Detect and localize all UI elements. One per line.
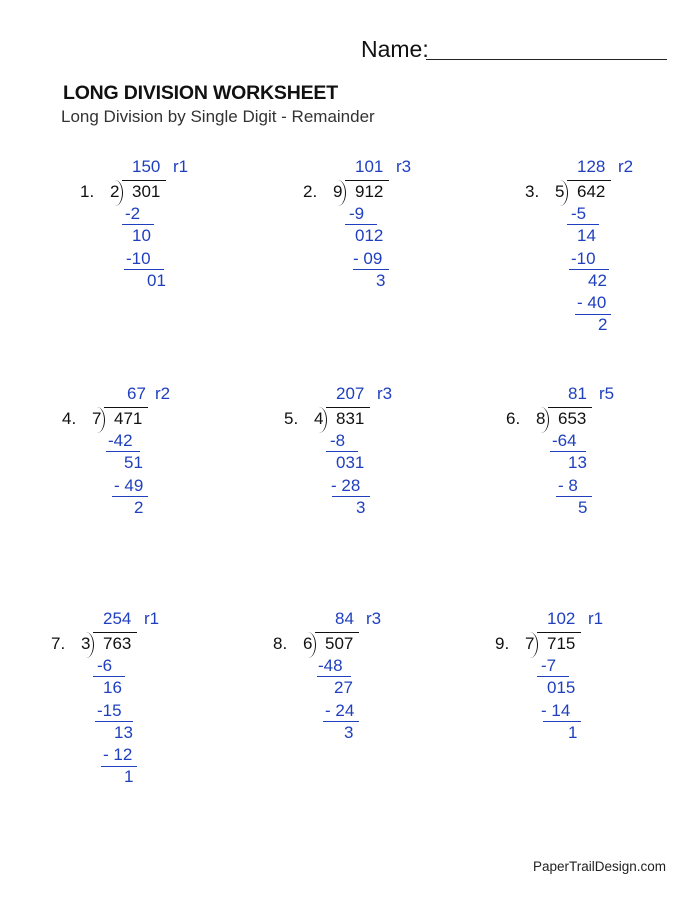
dividend: 642	[577, 182, 606, 201]
division-bracket	[86, 632, 94, 658]
step-result: 2	[598, 315, 608, 334]
subtraction-line	[112, 496, 148, 497]
step-subtract: -2	[125, 204, 141, 223]
remainder-label: r3	[377, 384, 393, 403]
subtraction-line	[543, 721, 581, 722]
quotient: 207	[336, 384, 365, 403]
subtraction-line	[567, 224, 599, 225]
subtraction-line	[345, 224, 377, 225]
divisor: 3	[81, 634, 91, 653]
problem-number: 5.	[284, 409, 299, 428]
problem-number: 6.	[506, 409, 521, 428]
subtraction-line	[124, 269, 164, 270]
problem-9	[495, 607, 604, 742]
remainder-label: r2	[155, 384, 171, 403]
dividend: 653	[558, 409, 587, 428]
name-blank-line[interactable]	[426, 59, 667, 60]
division-bracket	[115, 180, 123, 206]
division-bracket	[308, 632, 316, 658]
vinculum	[567, 180, 611, 181]
subtraction-line	[317, 676, 351, 677]
step-result: 16	[103, 678, 122, 697]
vinculum	[122, 180, 166, 181]
step-result: 42	[588, 271, 607, 290]
problem-7	[51, 607, 160, 786]
footer-credit: PaperTrailDesign.com	[532, 859, 666, 874]
quotient: 128	[577, 157, 606, 176]
problem-5	[284, 382, 393, 517]
problem-number: 1.	[80, 182, 95, 201]
vinculum	[93, 632, 137, 633]
divisor: 9	[333, 182, 343, 201]
step-subtract: -7	[541, 656, 557, 675]
subtraction-line	[95, 721, 133, 722]
divisor: 5	[555, 182, 565, 201]
step-result: 13	[568, 453, 587, 472]
subtraction-line	[122, 224, 154, 225]
step-subtract: - 12	[103, 745, 133, 764]
step-subtract: - 40	[577, 293, 607, 312]
subtraction-line	[106, 451, 140, 452]
problem-number: 7.	[51, 634, 66, 653]
step-result: 015	[547, 678, 576, 697]
step-subtract: -9	[349, 204, 365, 223]
step-result: 5	[578, 498, 588, 517]
step-subtract: -6	[97, 656, 113, 675]
step-result: 10	[132, 226, 151, 245]
dividend: 471	[114, 409, 143, 428]
step-result: 14	[577, 226, 596, 245]
step-result: 3	[356, 498, 366, 517]
remainder-label: r2	[618, 157, 634, 176]
divisor: 8	[536, 409, 546, 428]
problem-number: 2.	[303, 182, 318, 201]
problem-8	[273, 607, 382, 742]
step-subtract: - 28	[331, 476, 361, 495]
step-subtract: -8	[330, 431, 346, 450]
subtraction-line	[569, 269, 609, 270]
dividend: 831	[336, 409, 365, 428]
subtraction-line	[550, 451, 586, 452]
quotient: 81	[568, 384, 587, 403]
subtraction-line	[326, 451, 358, 452]
remainder-label: r1	[144, 609, 160, 628]
division-bracket	[338, 180, 346, 206]
name-label: Name:	[361, 36, 429, 62]
worksheet-title: LONG DIVISION WORKSHEET	[63, 82, 338, 104]
problem-number: 9.	[495, 634, 510, 653]
quotient: 102	[547, 609, 576, 628]
step-subtract: - 24	[325, 701, 355, 720]
step-result: 01	[147, 271, 166, 290]
subtraction-line	[323, 721, 359, 722]
division-bracket	[97, 407, 105, 433]
step-subtract: -48	[318, 656, 343, 675]
quotient: 254	[103, 609, 132, 628]
step-result: 51	[124, 453, 143, 472]
step-subtract: - 09	[353, 249, 383, 268]
vinculum	[345, 180, 389, 181]
step-result: 3	[344, 723, 354, 742]
step-subtract: - 49	[114, 476, 144, 495]
quotient: 150	[132, 157, 161, 176]
dividend: 912	[355, 182, 384, 201]
step-result: 012	[355, 226, 384, 245]
problem-number: 4.	[62, 409, 77, 428]
division-bracket	[560, 180, 568, 206]
step-subtract: -10	[571, 249, 596, 268]
step-result: 3	[376, 271, 386, 290]
subtraction-line	[537, 676, 569, 677]
dividend: 763	[103, 634, 132, 653]
division-bracket	[319, 407, 327, 433]
subtraction-line	[93, 676, 125, 677]
dividend: 507	[325, 634, 354, 653]
remainder-label: r3	[396, 157, 412, 176]
vinculum	[537, 632, 581, 633]
problem-4	[62, 382, 171, 517]
step-result: 2	[134, 498, 144, 517]
worksheet-subtitle: Long Division by Single Digit - Remainder	[61, 107, 375, 126]
division-bracket	[541, 407, 549, 433]
problem-1	[80, 155, 189, 290]
subtraction-line	[332, 496, 370, 497]
vinculum	[315, 632, 359, 633]
quotient: 101	[355, 157, 384, 176]
subtraction-line	[353, 269, 389, 270]
divisor: 6	[303, 634, 313, 653]
remainder-label: r1	[588, 609, 604, 628]
step-subtract: -5	[571, 204, 587, 223]
step-result: 27	[334, 678, 353, 697]
remainder-label: r1	[173, 157, 189, 176]
dividend: 301	[132, 182, 161, 201]
step-subtract: -10	[126, 249, 151, 268]
divisor: 2	[110, 182, 120, 201]
remainder-label: r3	[366, 609, 382, 628]
divisor: 4	[314, 409, 324, 428]
problem-3	[525, 155, 634, 334]
step-subtract: - 14	[541, 701, 571, 720]
quotient: 67	[127, 384, 146, 403]
subtraction-line	[556, 496, 592, 497]
dividend: 715	[547, 634, 576, 653]
problem-number: 3.	[525, 182, 540, 201]
divisor: 7	[92, 409, 102, 428]
vinculum	[548, 407, 592, 408]
remainder-label: r5	[599, 384, 615, 403]
step-result: 031	[336, 453, 365, 472]
division-bracket	[530, 632, 538, 658]
step-subtract: -15	[97, 701, 122, 720]
step-result: 1	[124, 767, 134, 786]
divisor: 7	[525, 634, 535, 653]
problem-2	[303, 155, 412, 290]
vinculum	[326, 407, 370, 408]
step-subtract: -64	[552, 431, 577, 450]
problem-6	[506, 382, 615, 517]
step-subtract: - 8	[558, 476, 578, 495]
problem-number: 8.	[273, 634, 288, 653]
quotient: 84	[335, 609, 354, 628]
step-subtract: -42	[108, 431, 133, 450]
vinculum	[104, 407, 148, 408]
step-result: 13	[114, 723, 133, 742]
step-result: 1	[568, 723, 578, 742]
